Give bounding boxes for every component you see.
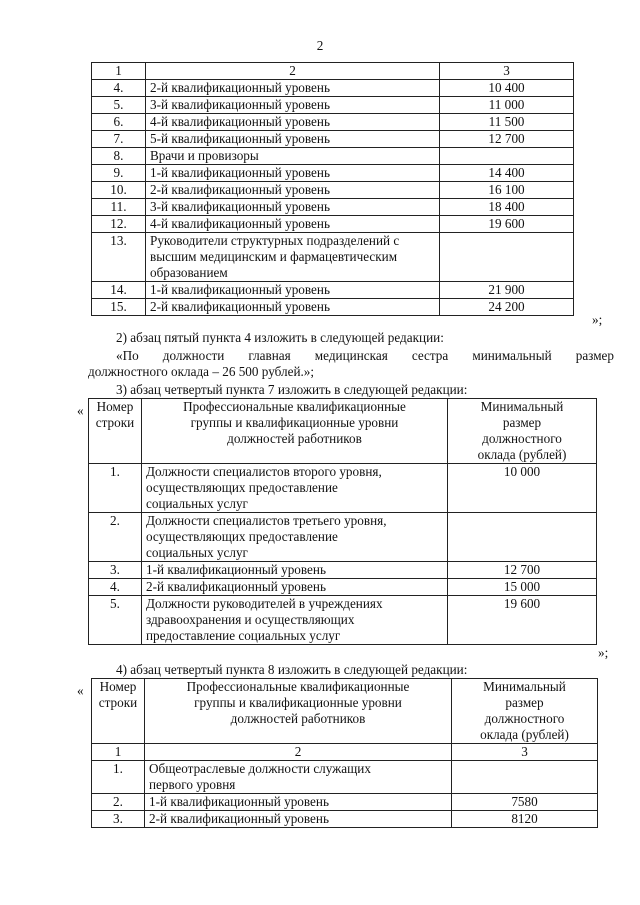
table-row xyxy=(89,513,597,562)
row-title xyxy=(146,165,440,182)
row-number: 2. xyxy=(89,513,142,562)
row-title-line: первого уровня xyxy=(149,777,236,792)
table-row xyxy=(92,282,574,299)
row-title xyxy=(146,299,440,316)
table-row xyxy=(92,233,574,282)
row-number: 1. xyxy=(89,464,142,513)
row-title-line: социальных услуг xyxy=(146,545,248,560)
paragraph-item-3: 3) абзац четвертый пункта 7 изложить в следующей редакции: xyxy=(116,382,468,397)
row-title-line: 2-й квалификационный уровень xyxy=(149,811,329,826)
row-title xyxy=(142,464,448,513)
row-number: 12. xyxy=(92,216,146,233)
row-number: 8. xyxy=(92,148,146,165)
row-salary xyxy=(440,148,574,165)
table-row xyxy=(92,199,574,216)
column-number: 3 xyxy=(452,744,598,761)
row-salary xyxy=(440,233,574,282)
row-salary: 10 400 xyxy=(440,80,574,97)
row-number: 4. xyxy=(92,80,146,97)
row-number: 6. xyxy=(92,114,146,131)
row-title-line: 1-й квалификационный уровень xyxy=(149,794,329,809)
column-number-row xyxy=(92,63,574,80)
table-row xyxy=(89,596,597,645)
header-min-salary-line: должностного xyxy=(484,711,565,726)
table-row xyxy=(92,216,574,233)
salary-table-1 xyxy=(91,62,574,316)
row-number: 4. xyxy=(89,579,142,596)
row-title xyxy=(146,182,440,199)
row-number: 2. xyxy=(92,794,145,811)
table2-open-quote: « xyxy=(77,403,84,418)
row-number: 7. xyxy=(92,131,146,148)
row-title-line: осуществляющих предоставление xyxy=(146,480,338,495)
header-min-salary-line: Минимальный xyxy=(483,679,566,694)
row-number: 3. xyxy=(89,562,142,579)
table-row xyxy=(92,811,598,828)
table-row xyxy=(92,148,574,165)
row-title xyxy=(142,513,448,562)
row-title-line: 4-й квалификационный уровень xyxy=(150,114,330,129)
table-row xyxy=(92,80,574,97)
row-title-line: 4-й квалификационный уровень xyxy=(150,216,330,231)
table-row xyxy=(92,794,598,811)
salary-table-3 xyxy=(91,678,598,828)
row-title xyxy=(146,97,440,114)
row-title xyxy=(142,562,448,579)
header-position-group xyxy=(145,679,452,744)
row-title xyxy=(146,282,440,299)
row-title xyxy=(146,199,440,216)
row-salary: 12 700 xyxy=(448,562,597,579)
row-salary xyxy=(452,761,598,794)
header-row-number-line: строки xyxy=(95,415,135,430)
table-row xyxy=(92,97,574,114)
header-min-salary-line: Минимальный xyxy=(480,399,564,414)
row-salary: 14 400 xyxy=(440,165,574,182)
row-title-line: социальных услуг xyxy=(146,496,248,511)
header-position-group-line: группы и квалификационные уровни xyxy=(190,415,399,430)
header-min-salary xyxy=(448,399,597,464)
header-min-salary-line: размер xyxy=(505,695,544,710)
table-header-row xyxy=(89,399,597,464)
row-title-line: 2-й квалификационный уровень xyxy=(150,182,330,197)
row-title-line: Должности специалистов третьего уровня, xyxy=(146,513,387,528)
row-title-line: высшим медицинским и фармацевтическим xyxy=(150,249,398,264)
row-number: 15. xyxy=(92,299,146,316)
header-position-group xyxy=(142,399,448,464)
column-number: 1 xyxy=(92,744,145,761)
row-salary: 19 600 xyxy=(440,216,574,233)
row-title-line: Должности специалистов второго уровня, xyxy=(146,464,382,479)
row-salary: 21 900 xyxy=(440,282,574,299)
header-position-group-line: Профессиональные квалификационные xyxy=(186,679,410,694)
row-title xyxy=(146,216,440,233)
table-row xyxy=(89,464,597,513)
header-min-salary xyxy=(452,679,598,744)
row-salary: 7580 xyxy=(452,794,598,811)
header-position-group-line: Профессиональные квалификационные xyxy=(183,399,406,414)
row-title xyxy=(145,794,452,811)
row-number: 10. xyxy=(92,182,146,199)
quote-paragraph-line-2: должностного оклада – 26 500 рублей.»; xyxy=(88,364,315,379)
row-title-line: Руководители структурных подразделений с xyxy=(150,233,400,248)
row-title-line: 3-й квалификационный уровень xyxy=(150,199,330,214)
row-title-line: 2-й квалификационный уровень xyxy=(146,579,326,594)
row-title xyxy=(146,233,440,282)
table-row xyxy=(92,165,574,182)
row-title xyxy=(146,114,440,131)
table-row xyxy=(92,299,574,316)
row-salary: 12 700 xyxy=(440,131,574,148)
row-title-line: 2-й квалификационный уровень xyxy=(150,299,330,314)
row-title-line: Общеотраслевые должности служащих xyxy=(149,761,371,776)
header-position-group-line: группы и квалификационные уровни xyxy=(194,695,402,710)
table-row xyxy=(92,131,574,148)
row-number: 1. xyxy=(92,761,145,794)
row-salary: 8120 xyxy=(452,811,598,828)
row-title xyxy=(142,596,448,645)
row-title-line: 1-й квалификационный уровень xyxy=(150,282,330,297)
row-salary: 24 200 xyxy=(440,299,574,316)
row-title-line: 1-й квалификационный уровень xyxy=(146,562,326,577)
row-number: 5. xyxy=(92,97,146,114)
header-row-number-line: Номер xyxy=(99,679,137,694)
table-row xyxy=(89,579,597,596)
table-row xyxy=(89,562,597,579)
row-title xyxy=(146,80,440,97)
row-title-line: здравоохранения и осуществляющих xyxy=(146,612,355,627)
row-salary: 11 500 xyxy=(440,114,574,131)
row-salary xyxy=(448,513,597,562)
row-number: 11. xyxy=(92,199,146,216)
row-salary: 11 000 xyxy=(440,97,574,114)
page-number: 2 xyxy=(316,38,324,53)
row-title-line: 5-й квалификационный уровень xyxy=(150,131,330,146)
row-number: 3. xyxy=(92,811,145,828)
row-title xyxy=(142,579,448,596)
salary-table-2 xyxy=(88,398,597,645)
table2-closing-quote: »; xyxy=(598,645,609,660)
row-title-line: осуществляющих предоставление xyxy=(146,529,338,544)
quote-paragraph-line-1: «По должности главная медицинская сестра минимальный размер xyxy=(116,348,614,363)
row-number: 9. xyxy=(92,165,146,182)
paragraph-item-4: 4) абзац четвертый пункта 8 изложить в следующей редакции: xyxy=(116,662,468,677)
header-row-number-line: Номер xyxy=(96,399,134,414)
table-row xyxy=(92,182,574,199)
row-salary: 10 000 xyxy=(448,464,597,513)
row-salary: 18 400 xyxy=(440,199,574,216)
row-title-line: 3-й квалификационный уровень xyxy=(150,97,330,112)
row-title xyxy=(146,148,440,165)
table-row xyxy=(92,114,574,131)
row-salary: 16 100 xyxy=(440,182,574,199)
row-title-line: образованием xyxy=(150,265,228,280)
column-number: 2 xyxy=(146,63,440,80)
row-title-line: 2-й квалификационный уровень xyxy=(150,80,330,95)
header-min-salary-line: оклада (рублей) xyxy=(477,447,567,462)
row-title xyxy=(146,131,440,148)
row-title xyxy=(145,811,452,828)
column-number: 3 xyxy=(440,63,574,80)
row-number: 13. xyxy=(92,233,146,282)
row-title-line: Должности руководителей в учреждениях xyxy=(146,596,383,611)
table-header-row xyxy=(92,679,598,744)
row-title xyxy=(145,761,452,794)
header-min-salary-line: должностного xyxy=(482,431,562,446)
header-row-number xyxy=(92,679,145,744)
column-number: 2 xyxy=(145,744,452,761)
paragraph-item-2: 2) абзац пятый пункта 4 изложить в следующей редакции: xyxy=(116,330,444,345)
header-min-salary-line: оклада (рублей) xyxy=(480,727,569,742)
row-title-line: Врачи и провизоры xyxy=(150,148,259,163)
row-number: 5. xyxy=(89,596,142,645)
header-position-group-line: должностей работников xyxy=(227,431,362,446)
row-salary: 19 600 xyxy=(448,596,597,645)
row-salary: 15 000 xyxy=(448,579,597,596)
table-row xyxy=(92,761,598,794)
row-title-line: предоставление социальных услуг xyxy=(146,628,341,643)
column-number-row xyxy=(92,744,598,761)
table3-open-quote: « xyxy=(77,683,84,698)
header-position-group-line: должностей работников xyxy=(230,711,366,726)
row-number: 14. xyxy=(92,282,146,299)
row-title-line: 1-й квалификационный уровень xyxy=(150,165,330,180)
header-row-number xyxy=(89,399,142,464)
table1-closing-quote: »; xyxy=(592,312,603,327)
header-min-salary-line: размер xyxy=(502,415,542,430)
column-number: 1 xyxy=(92,63,146,80)
header-row-number-line: строки xyxy=(98,695,138,710)
